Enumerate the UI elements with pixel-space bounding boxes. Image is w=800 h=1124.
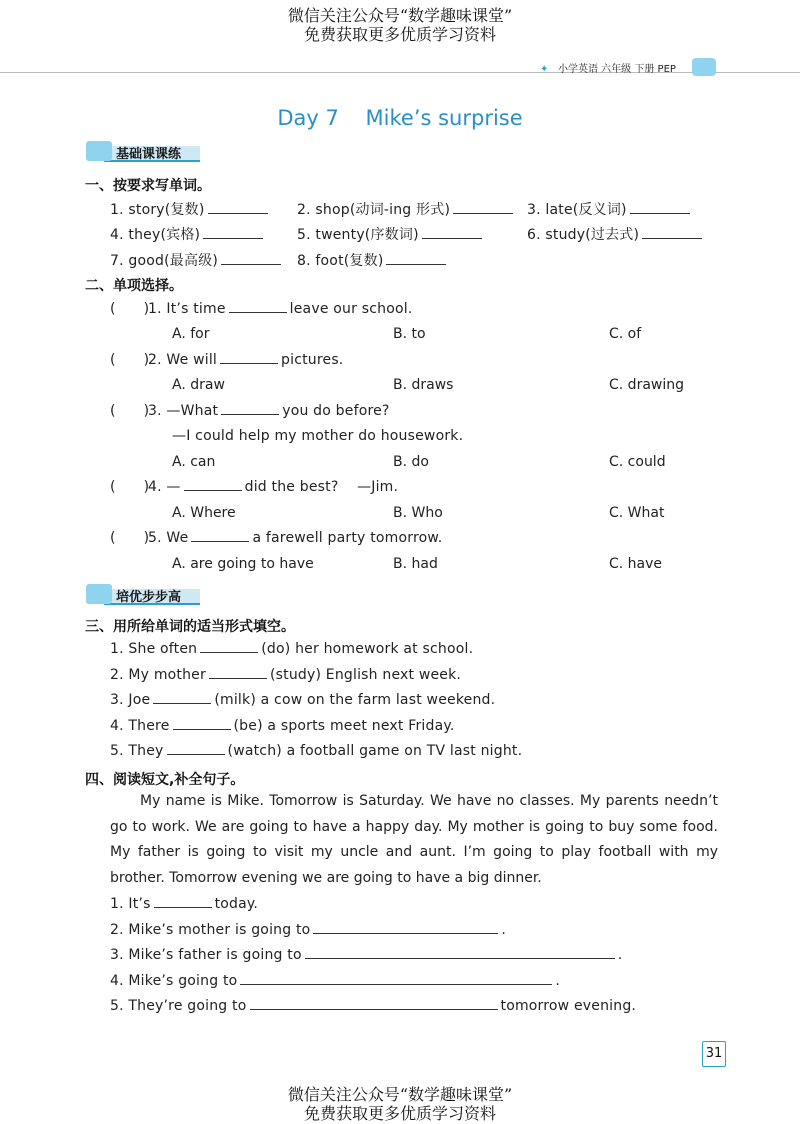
s1-item-4: 4. they(宾格) — [110, 224, 266, 244]
s1-item-2: 2. shop(动词-ing 形式) — [297, 199, 516, 219]
s1-item-7: 7. good(最高级) — [110, 250, 284, 270]
section1-heading: 一、按要求写单词。 — [85, 178, 211, 194]
s1-item-8: 8. foot(复数) — [297, 250, 449, 270]
q3-stem: 3. —What you do before? — [148, 403, 390, 419]
banner-basic-label: 基础课课练 — [116, 147, 182, 162]
q4-paren: ( ) — [110, 479, 150, 495]
section2-heading: 二、单项选择。 — [85, 278, 183, 294]
s3-item-2: 2. My mother (study) English next week. — [110, 667, 462, 683]
page-number: 31 — [702, 1041, 726, 1067]
q1-paren: ( ) — [110, 301, 150, 317]
q3-reply: —I could help my mother do housework. — [172, 428, 464, 444]
q1-option-a: A. for — [172, 326, 210, 342]
q2-option-b: B. draws — [393, 377, 454, 393]
watermark-bottom-line1: 微信关注公众号“数学趣味课堂” — [287, 1085, 513, 1104]
star-icon: ✦ — [540, 64, 549, 75]
s4-item-1: 1. It’s today. — [110, 896, 259, 912]
s1-item-6: 6. study(过去式) — [527, 224, 705, 244]
q5-option-c: C. have — [609, 556, 663, 572]
q5-option-b: B. had — [393, 556, 438, 572]
watermark-top-line2: 免费获取更多优质学习资料 — [303, 25, 496, 44]
bear-icon — [86, 584, 112, 604]
q4-option-a: A. Where — [172, 505, 236, 521]
q2-option-a: A. draw — [172, 377, 225, 393]
watermark-bottom-line2: 免费获取更多优质学习资料 — [303, 1104, 496, 1123]
s4-item-2: 2. Mike’s mother is going to . — [110, 922, 507, 938]
s4-item-5: 5. They’re going to tomorrow evening. — [110, 998, 637, 1014]
q3-paren: ( ) — [110, 403, 150, 419]
q1-option-b: B. to — [393, 326, 426, 342]
q2-option-c: C. drawing — [609, 377, 684, 393]
q5-stem: 5. We a farewell party tomorrow. — [148, 530, 443, 546]
q5-option-a: A. are going to have — [172, 556, 314, 572]
q3-option-a: A. can — [172, 454, 216, 470]
s1-item-3: 3. late(反义词) — [527, 199, 693, 219]
q1-stem: 1. It’s time leave our school. — [148, 301, 413, 317]
bear-icon — [692, 58, 716, 76]
q3-option-b: B. do — [393, 454, 429, 470]
banner-basic — [86, 141, 204, 163]
s4-item-4: 4. Mike’s going to . — [110, 973, 561, 989]
s3-item-5: 5. They (watch) a football game on TV last night. — [110, 743, 523, 759]
watermark-top-line1: 微信关注公众号“数学趣味课堂” — [287, 6, 513, 25]
section3-heading: 三、用所给单词的适当形式填空。 — [85, 619, 295, 635]
section4-heading: 四、阅读短文,补全句子。 — [85, 772, 245, 788]
q4-option-b: B. Who — [393, 505, 443, 521]
header-tag: 小学英语 六年级 下册 PEP — [558, 64, 676, 75]
q1-option-c: C. of — [609, 326, 642, 342]
s1-item-1: 1. story(复数) — [110, 199, 271, 219]
q4-stem: 4. — did the best? —Jim. — [148, 479, 399, 495]
q2-paren: ( ) — [110, 352, 150, 368]
reading-passage: My name is Mike. Tomorrow is Saturday. We have no classes. My parents needn’t go to work. We are going to have a happy day. My mother is going to buy some food. My father is going to visit my uncle and aunt. I’m going to play football with my brother. Tomorrow evening we are going to have a big dinner. — [110, 793, 718, 886]
q3-option-c: C. could — [609, 454, 666, 470]
banner-advanced — [86, 584, 204, 606]
q5-paren: ( ) — [110, 530, 150, 546]
bear-icon — [86, 141, 112, 161]
q4-option-c: C. What — [609, 505, 665, 521]
s1-item-5: 5. twenty(序数词) — [297, 224, 485, 244]
s4-item-3: 3. Mike’s father is going to . — [110, 947, 623, 963]
banner-advanced-label: 培优步步高 — [116, 590, 182, 605]
s3-item-4: 4. There (be) a sports meet next Friday. — [110, 718, 455, 734]
header-rule — [0, 72, 800, 73]
q2-stem: 2. We will pictures. — [148, 352, 344, 368]
s3-item-1: 1. She often (do) her homework at school. — [110, 641, 474, 657]
s3-item-3: 3. Joe (milk) a cow on the farm last weekend. — [110, 692, 496, 708]
page-title: Day 7 Mike’s surprise — [277, 106, 523, 130]
